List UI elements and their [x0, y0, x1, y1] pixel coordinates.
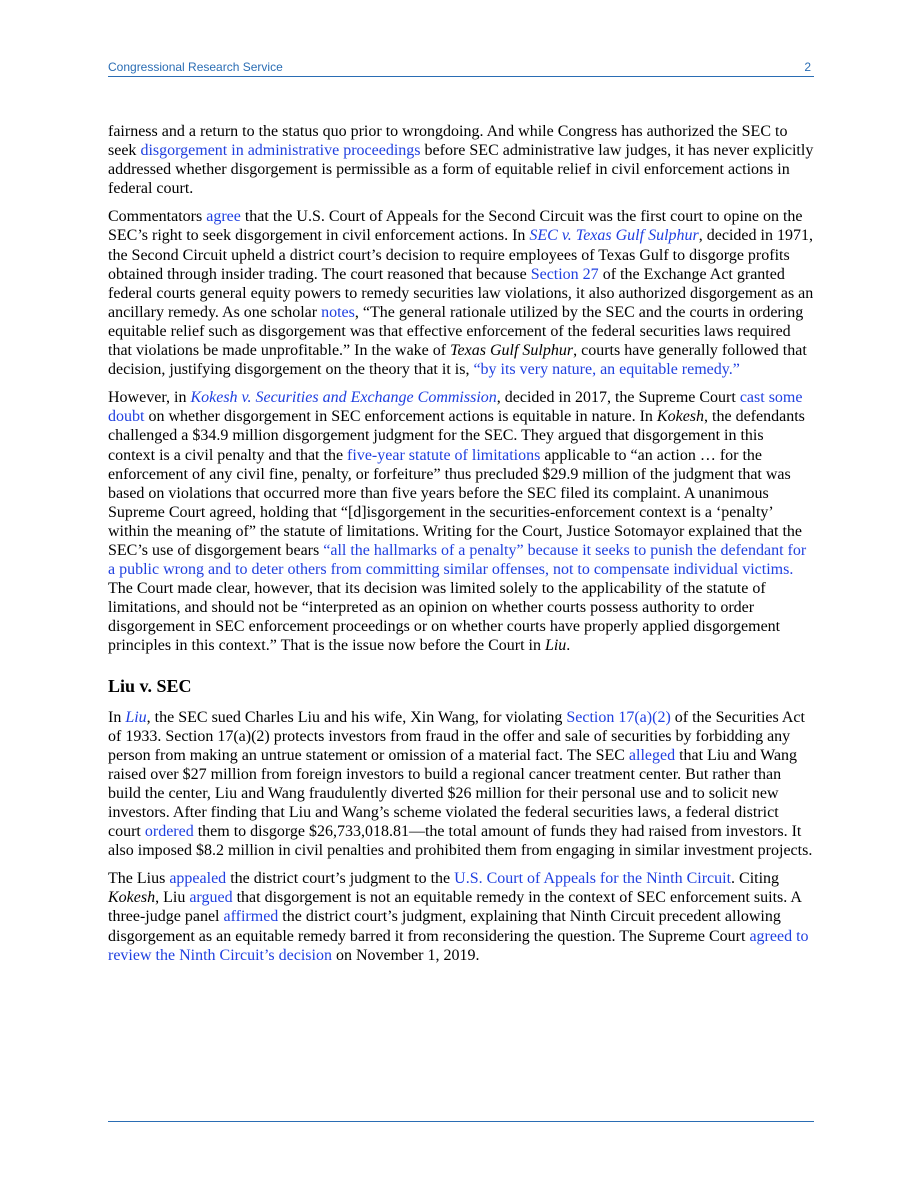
text: on November 1, 2019. — [331, 946, 480, 964]
footer-rule — [108, 1121, 814, 1122]
paragraph-5 — [108, 869, 814, 964]
text: them to disgorge $26,733,018.81—the total amount of funds they had raised from investors. It also imposed $8.2 million in civil penalties and prohibited them from engaging in similar investment projects. — [108, 823, 813, 860]
text: , the SEC sued Charles Liu and his wife, Xin Wang, for violating — [146, 708, 567, 726]
text: before SEC administrative law judges, it has never explicitly addressed whether disgorgement is permissible as a form of equitable relief in civil enforcement actions in federal court. — [108, 142, 814, 198]
case-name: Kokesh — [108, 889, 156, 907]
link-alleged[interactable]: alleged — [628, 746, 676, 764]
text: on whether disgorgement in SEC enforcement actions is equitable in nature. In — [144, 408, 657, 426]
paragraph-4 — [108, 708, 814, 861]
link-appealed[interactable]: appealed — [169, 870, 227, 888]
link-equitable-remedy-quote[interactable]: “by its very nature, an equitable remedy.” — [473, 361, 740, 379]
text: , the defendants challenged a $34.9 million disgorgement judgment for the SEC. They argued that disgorgement in this context is a civil penalty and that the — [108, 408, 805, 464]
text: . Citing — [731, 870, 780, 888]
paragraph-1 — [108, 122, 814, 198]
text: Commentators — [108, 208, 207, 226]
text: The Court made clear, however, that its decision was limited solely to the applicability of the statute of limitations, and should not be “interpreted as an opinion on whether courts possess authority to order disgorgement in SEC enforcement proceedings or on whether courts have properly applied disgorgement principles in this context.” That is the issue now before the Court in — [108, 580, 781, 655]
document-body — [108, 122, 814, 974]
case-name: SEC v. Texas Gulf Sulphur — [529, 227, 699, 245]
text: . — [566, 637, 571, 655]
page-header — [108, 60, 814, 75]
link-cast-some-doubt[interactable]: cast some doubt — [108, 389, 803, 426]
case-name: Kokesh — [656, 408, 705, 426]
link-disgorgement-admin-proceedings[interactable]: disgorgement in administrative proceedings — [140, 142, 421, 160]
text: the district court’s judgment, explaining that Ninth Circuit precedent allowing disgorgement as an equitable remedy barred it from reconsidering the question. The Supreme Court — [108, 908, 781, 945]
link-texas-gulf-sulphur[interactable] — [529, 227, 698, 244]
link-section-17a2[interactable]: Section 17(a)(2) — [566, 708, 671, 726]
text: of the Securities Act of 1933. Section 17(a)(2) protects investors from fraud in the offer and sale of securities by forbidding any person from making an untrue statement or omission of a material fact. The SEC — [108, 708, 805, 764]
link-section-27[interactable]: Section 27 — [530, 265, 599, 283]
text: that disgorgement is not an equitable remedy in the context of SEC enforcement suits. A three-judge panel — [108, 889, 802, 926]
link-ninth-circuit[interactable]: U.S. Court of Appeals for the Ninth Circuit — [454, 870, 732, 888]
text: In — [108, 708, 126, 726]
text: the district court’s judgment to the — [226, 870, 455, 888]
text: of the Exchange Act granted federal courts general equity powers to remedy securities law violations, it also authorized disgorgement as an ancillary remedy. As one scholar — [108, 265, 814, 321]
link-agree[interactable]: agree — [206, 208, 241, 226]
text: , Liu — [155, 889, 190, 907]
link-affirmed[interactable]: affirmed — [223, 908, 279, 926]
link-ordered[interactable]: ordered — [144, 823, 194, 841]
link-agreed-to-review[interactable]: agreed to review the Ninth Circuit’s decision — [108, 927, 809, 964]
page-number: 2 — [804, 60, 811, 74]
case-name: Texas Gulf Sulphur — [450, 342, 574, 360]
text: , decided in 2017, the Supreme Court — [496, 389, 740, 407]
link-hallmarks-of-penalty[interactable]: “all the hallmarks of a penalty” because it seeks to punish the defendant for a public wrong and to deter others from committing similar offenses, not to compensate individual victims. — [108, 541, 807, 579]
paragraph-2 — [108, 207, 814, 379]
text: , decided in 1971, the Second Circuit upheld a district court’s decision to require employees of Texas Gulf to disgorge profits obtained through insider trading. The court reasoned that because — [108, 227, 813, 283]
case-name: Liu — [125, 708, 147, 726]
text: , courts have generally followed that decision, justifying disgorgement on the theory that it is, — [108, 342, 807, 379]
link-argued[interactable]: argued — [189, 889, 233, 907]
text: that the U.S. Court of Appeals for the Second Circuit was the first court to opine on the SEC’s right to seek disgorgement in civil enforcement actions. In — [108, 208, 803, 245]
paragraph-3 — [108, 388, 814, 655]
header-source: Congressional Research Service — [108, 60, 283, 74]
link-kokesh[interactable] — [190, 389, 496, 406]
text: , “The general rationale utilized by the SEC and the courts in ordering equitable relief such as disgorgement was that effective enforcement of the federal securities laws required that violations be made unprofitable.” In the wake of — [108, 303, 804, 360]
header-rule — [108, 76, 814, 77]
text: fairness and a return to the status quo prior to wrongdoing. And while Congress has authorized the SEC to seek — [108, 123, 788, 160]
link-statute-of-limitations[interactable]: five-year statute of limitations — [347, 446, 541, 464]
text: The Lius — [108, 870, 170, 888]
text: that Liu and Wang raised over $27 million from foreign investors to build a regional cancer treatment center. But rather than build the center, Liu and Wang fraudulently diverted $26 million for their personal use and to solicit new investors. After finding that Liu and Wang’s scheme violated the federal securities laws, a federal district court — [108, 746, 798, 841]
section-heading: Liu v. SEC — [108, 675, 192, 696]
case-name: Liu — [544, 637, 567, 655]
case-name: Kokesh v. Securities and Exchange Commission — [190, 389, 497, 407]
link-notes[interactable]: notes — [321, 303, 355, 321]
link-liu[interactable] — [125, 709, 146, 726]
text: However, in — [108, 389, 191, 407]
text: applicable to “an action … for the enforcement of any civil fine, penalty, or forfeiture” thus precluded $29.9 million of the judgment that was based on violations that occurred more than five years before the SEC filed its complaint. A unanimous Supreme Court agreed, holding that “[d]isgorgement in the securities-enforcement context is a ‘penalty’ within the meaning of” the statute of limitations. Writing for the Court, Justice Sotomayor explained that the SEC’s use of disgorgement bears — [108, 446, 803, 559]
